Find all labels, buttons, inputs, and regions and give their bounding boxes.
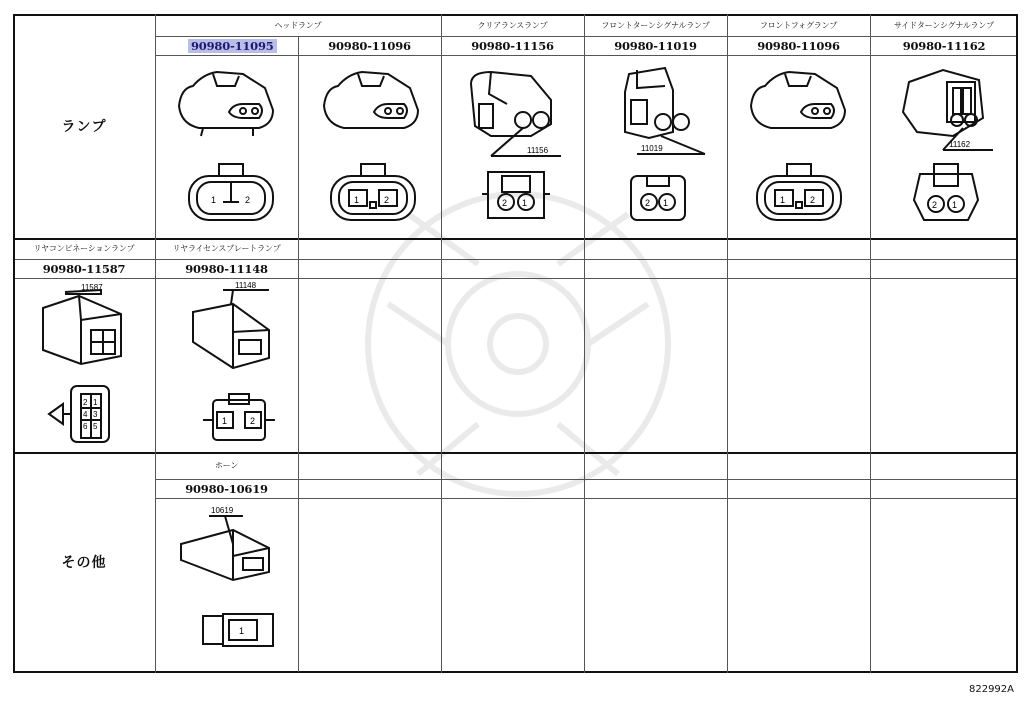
connector-face <box>908 160 984 226</box>
col-line <box>441 14 442 673</box>
part-number[interactable]: 90980-10619 <box>185 481 268 496</box>
svg-text:1: 1 <box>211 195 217 205</box>
svg-text:1: 1 <box>239 626 245 636</box>
figure-id: 822992A <box>968 684 1014 695</box>
svg-text:4: 4 <box>83 410 88 419</box>
connector-face <box>751 162 847 226</box>
connector-face <box>199 390 279 448</box>
connector-illustration <box>745 66 855 138</box>
part-number[interactable]: 90980-11019 <box>614 38 697 53</box>
connector-face <box>325 162 421 226</box>
svg-text:10619: 10619 <box>211 506 234 515</box>
connector-illustration <box>173 504 283 584</box>
group-front-turn-lamp: フロントターンシグナルランプ <box>601 20 710 30</box>
group-front-fog-lamp: フロントフォグランプ <box>759 20 838 30</box>
connector-face <box>183 162 279 226</box>
row-line <box>13 278 1018 279</box>
svg-text:11156: 11156 <box>527 146 549 155</box>
row-line <box>155 498 1018 499</box>
part-number[interactable]: 90980-11587 <box>42 261 126 276</box>
svg-text:2: 2 <box>932 200 938 210</box>
part-number[interactable]: 90980-11096 <box>328 38 411 53</box>
col-line <box>584 14 585 673</box>
svg-text:11587: 11587 <box>81 283 103 292</box>
connector-table <box>13 14 1018 673</box>
part-number[interactable]: 90980-11156 <box>471 38 554 53</box>
connector-illustration <box>609 62 719 162</box>
group-side-turn-lamp: サイドターンシグナルランプ <box>894 20 994 30</box>
connector-illustration <box>173 282 283 372</box>
group-headlamp: ヘッドランプ <box>274 20 322 30</box>
col-line <box>870 14 871 673</box>
connector-face <box>478 164 554 226</box>
connector-illustration <box>893 62 1003 158</box>
connector-illustration <box>461 64 571 160</box>
svg-text:2: 2 <box>810 195 816 205</box>
svg-text:11148: 11148 <box>235 282 257 290</box>
border-bottom <box>13 671 1018 673</box>
svg-text:1: 1 <box>93 398 98 407</box>
svg-text:2: 2 <box>250 416 256 426</box>
group-rear-combination-lamp: リヤコンビネーションランプ <box>33 244 135 253</box>
col-line <box>727 14 728 673</box>
svg-text:1: 1 <box>222 416 228 426</box>
svg-text:11162: 11162 <box>949 140 971 149</box>
svg-text:2: 2 <box>245 195 251 205</box>
svg-text:5: 5 <box>93 422 98 431</box>
svg-text:1: 1 <box>780 195 786 205</box>
svg-text:2: 2 <box>502 198 508 208</box>
svg-text:1: 1 <box>952 200 958 210</box>
col-line <box>155 14 156 673</box>
connector-illustration <box>318 66 428 138</box>
svg-text:2: 2 <box>645 198 651 208</box>
category-lamp: ランプ <box>61 119 107 135</box>
group-clearance-lamp: クリアランスランプ <box>477 20 548 30</box>
group-rear-license-lamp: リヤライセンスプレートランプ <box>172 244 281 253</box>
col-line <box>298 238 299 672</box>
svg-text:1: 1 <box>663 198 669 208</box>
connector-illustration <box>31 280 141 372</box>
svg-text:1: 1 <box>354 195 360 205</box>
col-line <box>298 36 299 238</box>
part-number[interactable]: 90980-11148 <box>185 261 268 276</box>
svg-text:2: 2 <box>83 398 88 407</box>
svg-text:1: 1 <box>522 198 528 208</box>
category-other: その他 <box>61 555 107 571</box>
connector-illustration <box>173 66 283 138</box>
connector-face <box>623 170 693 226</box>
svg-text:3: 3 <box>93 410 98 419</box>
part-number[interactable]: 90980-11162 <box>902 38 986 53</box>
svg-text:11019: 11019 <box>641 144 663 153</box>
part-number-selected[interactable]: 90980-11095 <box>188 39 277 53</box>
group-horn: ホーン <box>214 461 239 470</box>
connector-face <box>199 610 279 652</box>
svg-text:6: 6 <box>83 422 88 431</box>
svg-text:2: 2 <box>384 195 390 205</box>
border-right <box>1016 14 1018 673</box>
connector-face <box>45 382 129 446</box>
part-number[interactable]: 90980-11096 <box>757 38 840 53</box>
row-line <box>155 55 1018 56</box>
